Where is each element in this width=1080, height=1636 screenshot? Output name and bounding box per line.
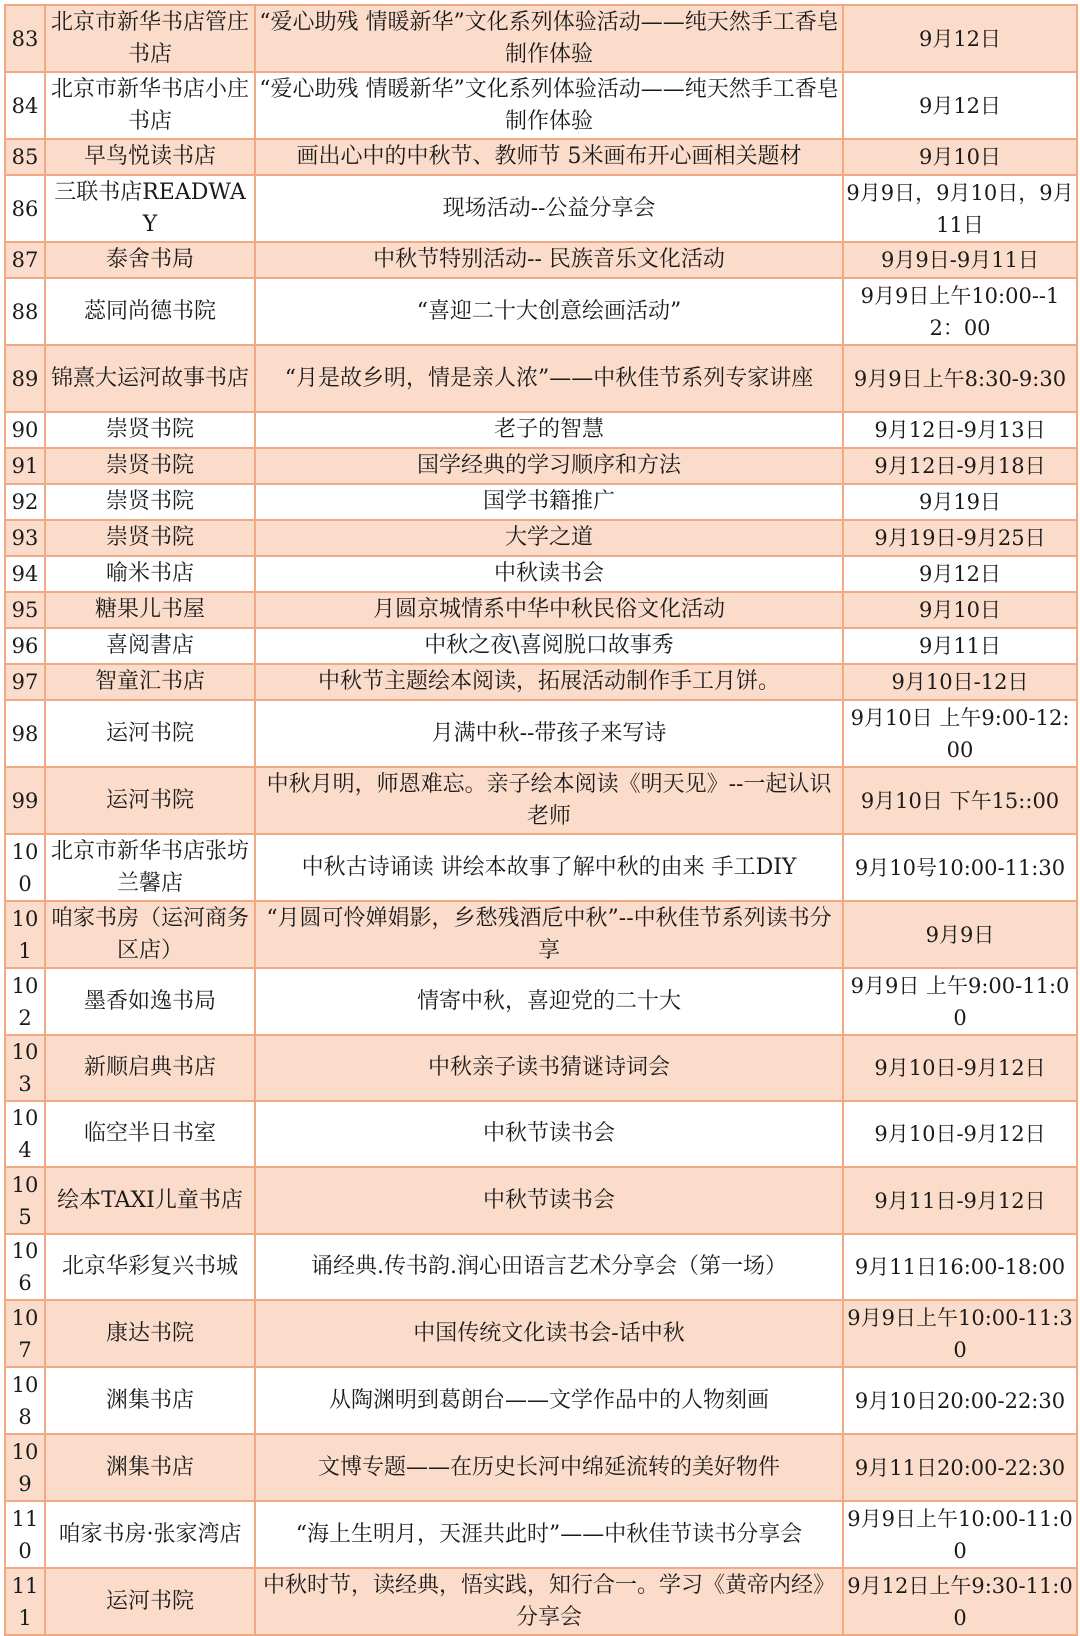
- event-title: 国学经典的学习顺序和方法: [255, 448, 843, 484]
- table-row: [5, 72, 1077, 139]
- event-title: 国学书籍推广: [255, 484, 843, 520]
- event-date: 9月10日-9月12日: [843, 1035, 1077, 1101]
- venue-name: 三联书店READWAY: [45, 175, 255, 242]
- event-title: 中秋读书会: [255, 556, 843, 592]
- venue-name: 绘本TAXI儿童书店: [45, 1167, 255, 1234]
- table-row: [5, 1167, 1077, 1234]
- table-row: [5, 664, 1077, 700]
- event-title: 中秋节特别活动-- 民族音乐文化活动: [255, 242, 843, 278]
- table-row: [5, 556, 1077, 592]
- venue-name: 康达书院: [45, 1300, 255, 1367]
- row-number: 94: [5, 556, 45, 592]
- venue-name: 北京市新华书店张坊兰馨店: [45, 834, 255, 901]
- event-title: 中秋月明，师恩难忘。亲子绘本阅读《明天见》--一起认识老师: [255, 767, 843, 834]
- venue-name: 运河书院: [45, 700, 255, 767]
- event-date: 9月12日: [843, 556, 1077, 592]
- event-title: 中秋节主题绘本阅读，拓展活动制作手工月饼。: [255, 664, 843, 700]
- event-title: 月满中秋--带孩子来写诗: [255, 700, 843, 767]
- table-row: [5, 767, 1077, 834]
- table-row: [5, 1501, 1077, 1568]
- table-row: [5, 1035, 1077, 1101]
- venue-name: 智童汇书店: [45, 664, 255, 700]
- event-date: 9月9日-9月11日: [843, 242, 1077, 278]
- row-number: 88: [5, 278, 45, 345]
- row-number: 99: [5, 767, 45, 834]
- row-number: 83: [5, 5, 45, 72]
- venue-name: 崇贤书院: [45, 484, 255, 520]
- table-row: [5, 1568, 1077, 1635]
- table-row: [5, 700, 1077, 767]
- venue-name: 咱家书房·张家湾店: [45, 1501, 255, 1568]
- event-date: 9月9日，9月10日，9月11日: [843, 175, 1077, 242]
- venue-name: 临空半日书室: [45, 1101, 255, 1167]
- venue-name: 蕊同尚德书院: [45, 278, 255, 345]
- table-row: [5, 592, 1077, 628]
- venue-name: 早鸟悦读书店: [45, 139, 255, 175]
- venue-name: 北京市新华书店管庄书店: [45, 5, 255, 72]
- table-row: [5, 412, 1077, 448]
- row-number: 85: [5, 139, 45, 175]
- table-row: [5, 834, 1077, 901]
- table-row: [5, 901, 1077, 968]
- row-number: 96: [5, 628, 45, 664]
- event-title: 画出心中的中秋节、教师节 5米画布开心画相关题材: [255, 139, 843, 175]
- row-number: 84: [5, 72, 45, 139]
- event-date: 9月12日-9月18日: [843, 448, 1077, 484]
- event-date: 9月10日-9月12日: [843, 1101, 1077, 1167]
- table-row: [5, 520, 1077, 556]
- row-number: 93: [5, 520, 45, 556]
- event-title: 中秋古诗诵读 讲绘本故事了解中秋的由来 手工DIY: [255, 834, 843, 901]
- event-title: 中秋节读书会: [255, 1101, 843, 1167]
- venue-name: 渊集书店: [45, 1434, 255, 1501]
- row-number: 111: [5, 1568, 45, 1635]
- event-date: 9月9日: [843, 901, 1077, 968]
- venue-name: 渊集书店: [45, 1367, 255, 1434]
- event-date: 9月9日 上午9:00-11:00: [843, 968, 1077, 1035]
- table-row: [5, 1434, 1077, 1501]
- event-date: 9月10日 上午9:00-12:00: [843, 700, 1077, 767]
- row-number: 95: [5, 592, 45, 628]
- event-date: 9月10日: [843, 592, 1077, 628]
- venue-name: 北京市新华书店小庄书店: [45, 72, 255, 139]
- venue-name: 墨香如逸书局: [45, 968, 255, 1035]
- table-row: [5, 1300, 1077, 1367]
- event-date: 9月11日20:00-22:30: [843, 1434, 1077, 1501]
- table-row: [5, 139, 1077, 175]
- table-row: [5, 484, 1077, 520]
- event-title: 老子的智慧: [255, 412, 843, 448]
- venue-name: 咱家书房（运河商务区店）: [45, 901, 255, 968]
- event-date: 9月10日-12日: [843, 664, 1077, 700]
- table-row: [5, 175, 1077, 242]
- row-number: 103: [5, 1035, 45, 1101]
- event-title: “喜迎二十大创意绘画活动”: [255, 278, 843, 345]
- event-table-body: [5, 5, 1077, 1635]
- row-number: 86: [5, 175, 45, 242]
- event-date: 9月19日: [843, 484, 1077, 520]
- event-title: “月是故乡明，情是亲人浓”——中秋佳节系列专家讲座: [255, 345, 843, 412]
- event-date: 9月12日: [843, 72, 1077, 139]
- event-title: “爱心助残 情暖新华”文化系列体验活动——纯天然手工香皂制作体验: [255, 72, 843, 139]
- event-date: 9月9日上午10:00--12：00: [843, 278, 1077, 345]
- event-date: 9月10日20:00-22:30: [843, 1367, 1077, 1434]
- event-date: 9月12日: [843, 5, 1077, 72]
- event-title: 中秋之夜\喜阅脱口故事秀: [255, 628, 843, 664]
- event-date: 9月9日上午10:00-11:30: [843, 1300, 1077, 1367]
- event-title: 现场活动--公益分享会: [255, 175, 843, 242]
- event-title: 中秋节读书会: [255, 1167, 843, 1234]
- event-table: [4, 4, 1078, 1636]
- event-title: 中秋时节，读经典，悟实践，知行合一。学习《黄帝内经》分享会: [255, 1568, 843, 1635]
- row-number: 110: [5, 1501, 45, 1568]
- event-date: 9月9日上午8:30-9:30: [843, 345, 1077, 412]
- row-number: 90: [5, 412, 45, 448]
- table-row: [5, 1367, 1077, 1434]
- event-title: 从陶渊明到葛朗台——文学作品中的人物刻画: [255, 1367, 843, 1434]
- event-title: “月圆可怜婵娟影，乡愁残酒卮中秋”--中秋佳节系列读书分享: [255, 901, 843, 968]
- event-title: 诵经典.传书韵.润心田语言艺术分享会（第一场）: [255, 1234, 843, 1300]
- row-number: 108: [5, 1367, 45, 1434]
- row-number: 87: [5, 242, 45, 278]
- row-number: 102: [5, 968, 45, 1035]
- row-number: 104: [5, 1101, 45, 1167]
- event-title: “爱心助残 情暖新华”文化系列体验活动——纯天然手工香皂制作体验: [255, 5, 843, 72]
- venue-name: 运河书院: [45, 1568, 255, 1635]
- event-date: 9月10日 下午15::00: [843, 767, 1077, 834]
- event-title: 情寄中秋，喜迎党的二十大: [255, 968, 843, 1035]
- table-row: [5, 448, 1077, 484]
- event-title: 文博专题——在历史长河中绵延流转的美好物件: [255, 1434, 843, 1501]
- event-date: 9月10号10:00-11:30: [843, 834, 1077, 901]
- row-number: 101: [5, 901, 45, 968]
- venue-name: 新顺启典书店: [45, 1035, 255, 1101]
- table-row: [5, 242, 1077, 278]
- row-number: 109: [5, 1434, 45, 1501]
- row-number: 89: [5, 345, 45, 412]
- event-title: 月圆京城情系中华中秋民俗文化活动: [255, 592, 843, 628]
- venue-name: 喜阅書店: [45, 628, 255, 664]
- row-number: 91: [5, 448, 45, 484]
- row-number: 98: [5, 700, 45, 767]
- table-row: [5, 1234, 1077, 1300]
- row-number: 106: [5, 1234, 45, 1300]
- event-title: 中秋亲子读书猜谜诗词会: [255, 1035, 843, 1101]
- table-row: [5, 345, 1077, 412]
- event-title: “海上生明月，天涯共此时”——中秋佳节读书分享会: [255, 1501, 843, 1568]
- event-date: 9月12日-9月13日: [843, 412, 1077, 448]
- venue-name: 锦熹大运河故事书店: [45, 345, 255, 412]
- row-number: 105: [5, 1167, 45, 1234]
- row-number: 100: [5, 834, 45, 901]
- event-title: 中国传统文化读书会-话中秋: [255, 1300, 843, 1367]
- venue-name: 崇贤书院: [45, 520, 255, 556]
- venue-name: 北京华彩复兴书城: [45, 1234, 255, 1300]
- row-number: 92: [5, 484, 45, 520]
- event-title: 大学之道: [255, 520, 843, 556]
- venue-name: 喻米书店: [45, 556, 255, 592]
- venue-name: 运河书院: [45, 767, 255, 834]
- venue-name: 糖果儿书屋: [45, 592, 255, 628]
- venue-name: 崇贤书院: [45, 448, 255, 484]
- venue-name: 泰舍书局: [45, 242, 255, 278]
- venue-name: 崇贤书院: [45, 412, 255, 448]
- event-date: 9月12日上午9:30-11:00: [843, 1568, 1077, 1635]
- table-row: [5, 968, 1077, 1035]
- table-row: [5, 1101, 1077, 1167]
- event-date: 9月11日16:00-18:00: [843, 1234, 1077, 1300]
- row-number: 97: [5, 664, 45, 700]
- event-date: 9月9日上午10:00-11:00: [843, 1501, 1077, 1568]
- event-date: 9月10日: [843, 139, 1077, 175]
- event-date: 9月19日-9月25日: [843, 520, 1077, 556]
- table-row: [5, 628, 1077, 664]
- event-date: 9月11日-9月12日: [843, 1167, 1077, 1234]
- event-date: 9月11日: [843, 628, 1077, 664]
- row-number: 107: [5, 1300, 45, 1367]
- table-row: [5, 278, 1077, 345]
- table-row: [5, 5, 1077, 72]
